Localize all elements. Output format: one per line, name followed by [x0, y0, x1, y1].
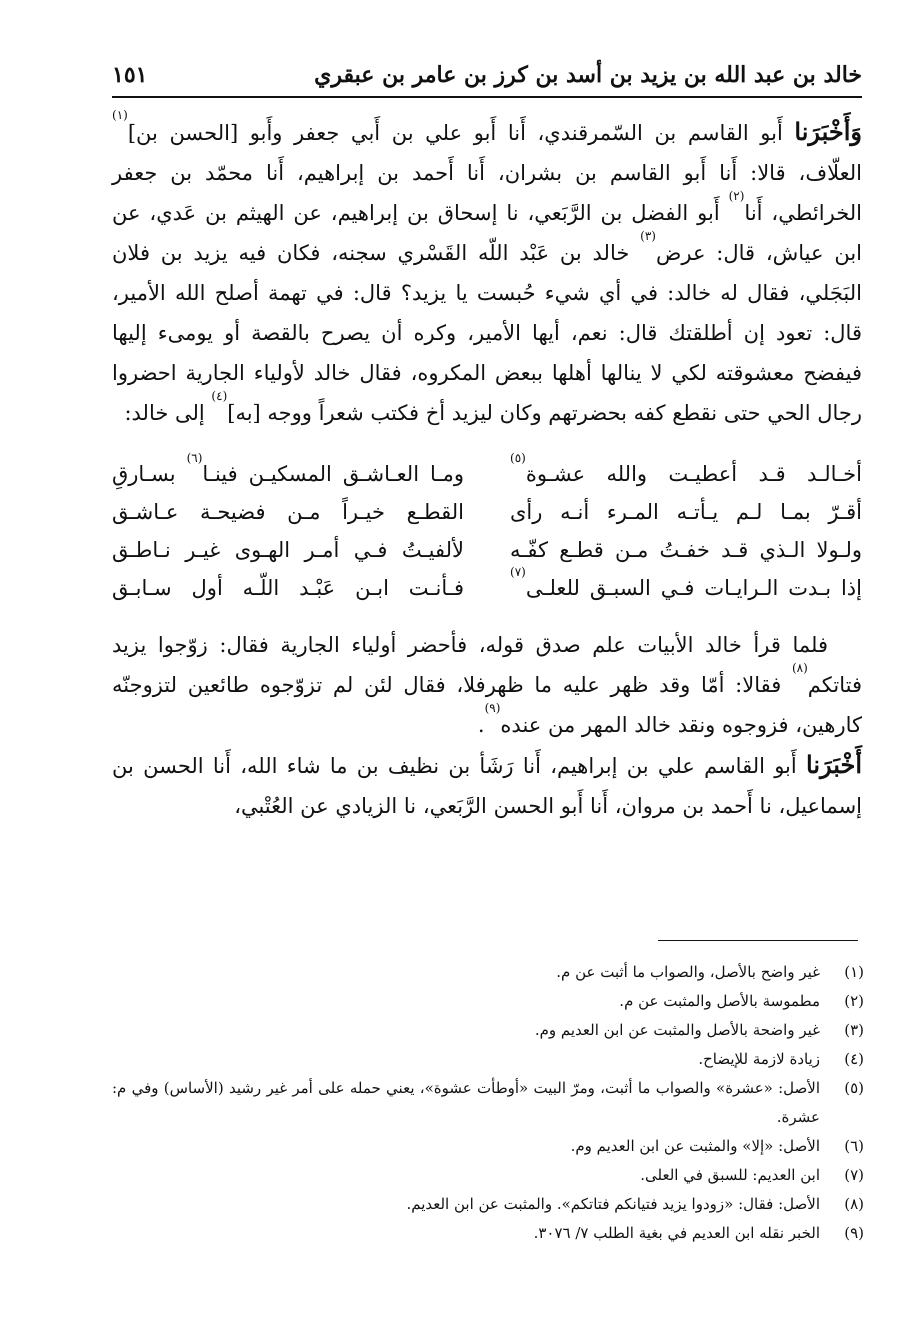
footnote-ref: (١) — [112, 108, 128, 122]
verse-right-hemistich: أخـالـد قـد أعطيـت والله عشـوة$^{(٥)}$ — [510, 451, 862, 486]
footnote-text: الأصل: «عشرة» والصواب ما أثبت، ومرّ البيت «أوطأت عشوة»، يعني حمله على أمر غير رشيد (الأساس) وفي م: عشرة. — [112, 1079, 820, 1126]
lead-word: وَأَخْبَرَنا — [794, 117, 862, 146]
verse-left-hemistich: القطـع خيـراً مـن فضيحـة عـاشـق — [112, 500, 464, 524]
running-header — [112, 60, 862, 94]
verse-left-hemistich: لألفيـتُ فـي أمـر الهـوى غيـر نـاطـق — [112, 538, 464, 562]
footnote-ref: (٤) — [211, 389, 228, 403]
verse-line — [112, 451, 862, 493]
footnote-ref: (٥) — [510, 451, 526, 465]
text-run: أَبو القاسم علي بن إبراهيم، أَنا رَشَأ بن نظيف بن ما شاء الله، أَنا الحسن بن إسماعيل، نا أَحمد بن مروان، أَنا أَبو الحسن الرَّبَعي، نا الزيادي عن العُتْبي، — [112, 754, 862, 818]
footnote-number: (٤) — [844, 1050, 864, 1068]
verse-line — [112, 565, 862, 607]
verse-right-hemistich: ولـولا الـذي قـد خفـتُ مـن قطـع كفّـه — [510, 538, 862, 562]
text-run: العلّاف، قالا: أَنا أَبو القاسم بن بشران، أَنا أَحمد بن إبراهيم، أَنا محمّد بن جعفر الخرائطي، أَنا — [112, 161, 862, 225]
footnote-text: الأصل: «إلا» والمثبت عن ابن العديم وم. — [570, 1137, 820, 1155]
footnote-ref: (٦) — [186, 451, 203, 465]
footnote-number: (٥) — [844, 1079, 864, 1097]
footnotes — [112, 958, 864, 1248]
footnote-number: (٧) — [844, 1166, 864, 1184]
footnote-text: غير واضح بالأصل، والصواب ما أثبت عن م. — [556, 963, 820, 981]
footnote-ref: (٧) — [510, 565, 526, 579]
text-run: خالد بن عَبْد اللّه القَسْري سجنه، فكان فيه يزيد بن فلان البَجَلي، فقال له خالد: في أي شيء حُبست يا يزيد؟ قال: في تهمة أصلح الله الأمير، قال: تعود إن أطلقتك قال: نعم، أيها الأمير، وكره أن يصرح بالقصة أو يومىء إليها فيفضح معشوقته لكي لا ينالها أهلها ببعض المكروه، فقال خالد لأولياء الجارية احضروا رجال الحي حتى نقطع كفه بحضرتهم وكان ليزيد أخ فكتب شعراً ووجه [به] — [112, 241, 862, 425]
footnote-number: (٢) — [844, 992, 864, 1010]
footnote-rule — [658, 940, 858, 941]
footnote — [112, 1161, 864, 1190]
footnote-number: (١) — [844, 963, 864, 981]
verse-right-hemistich: أقـرّ بمـا لـم يـأتـه المـرء أنـه رأى — [510, 500, 862, 524]
footnote — [112, 1219, 864, 1248]
footnote — [112, 1074, 864, 1132]
header-title: خالد بن عبد الله بن يزيد بن أسد بن كرز بن عامر بن عبقري — [314, 62, 862, 88]
text-run: أَبو الفضل بن الرَّبَعي، نا إسحاق بن إبراهيم، عن الهيثم بن عَدي، عن ابن عياش، قال: عرض — [112, 201, 862, 265]
verse-line — [112, 493, 862, 531]
verse-left-hemistich: فـأنـت ابـن عَبْـد اللّـه أول سـابـق — [112, 576, 464, 600]
footnote — [112, 1016, 864, 1045]
footnote-ref: (٣) — [640, 229, 656, 243]
footnote-number: (٣) — [844, 1021, 864, 1039]
text-run: إلى خالد: — [124, 401, 212, 425]
verse-line — [112, 531, 862, 569]
verse-left-hemistich: ومـا العـاشـق المسكيـن فينـا$^{(٦)}$ بسـارقِ — [112, 451, 464, 486]
lead-word: أَخْبَرَنا — [806, 750, 862, 779]
paragraph-1 — [112, 108, 862, 433]
main-text — [112, 108, 862, 826]
footnote-ref: (٨) — [791, 661, 808, 675]
text-run: . — [477, 713, 485, 737]
footnote-text: غير واضحة بالأصل والمثبت عن ابن العديم وم. — [534, 1021, 820, 1039]
text-run: فلما قرأ خالد الأبيات علم صدق قوله، فأحضر أولياء الجارية فقال: زوّجوا يزيد فتاتكم — [112, 633, 862, 697]
footnote-ref: (٢) — [728, 189, 745, 203]
footnote-number: (٩) — [844, 1224, 864, 1242]
page-number: ١٥١ — [112, 62, 148, 88]
poem — [112, 451, 862, 607]
footnote — [112, 987, 864, 1016]
text-run: أَبو القاسم بن السّمرقندي، أَنا أَبو علي بن أَبي جعفر وأَبو [الحسن بن] — [127, 121, 795, 145]
footnote — [112, 958, 864, 987]
header-rule — [112, 96, 862, 98]
footnote-number: (٦) — [844, 1137, 864, 1155]
footnote-text: مطموسة بالأصل والمثبت عن م. — [619, 992, 820, 1010]
footnote — [112, 1132, 864, 1161]
text-run: فقالا: أمّا وقد ظهر عليه ما ظهرفلا، فقال لئن لم تزوّجوه طائعين لتزوجنّه كارهين، فزوجوه ونقد خالد المهر من عنده — [112, 673, 862, 737]
paragraph-2 — [112, 625, 862, 745]
footnote-text: ابن العديم: للسبق في العلى. — [640, 1166, 820, 1184]
paragraph-3 — [112, 745, 862, 826]
footnote-text: الأصل: فقال: «زودوا يزيد فتيانكم فتاتكم». والمثبت عن ابن العديم. — [406, 1195, 820, 1213]
footnote-ref: (٩) — [484, 701, 501, 715]
footnote-text: الخبر نقله ابن العديم في بغية الطلب ٧/ ٣٠٧٦. — [533, 1224, 820, 1242]
footnote — [112, 1045, 864, 1074]
verse-right-hemistich: إذا بـدت الـرايـات فـي السبـق للعلـى$^{(٧)}$ — [510, 565, 862, 600]
footnote-number: (٨) — [844, 1195, 864, 1213]
footnote — [112, 1190, 864, 1219]
footnote-text: زيادة لازمة للإيضاح. — [698, 1050, 820, 1068]
